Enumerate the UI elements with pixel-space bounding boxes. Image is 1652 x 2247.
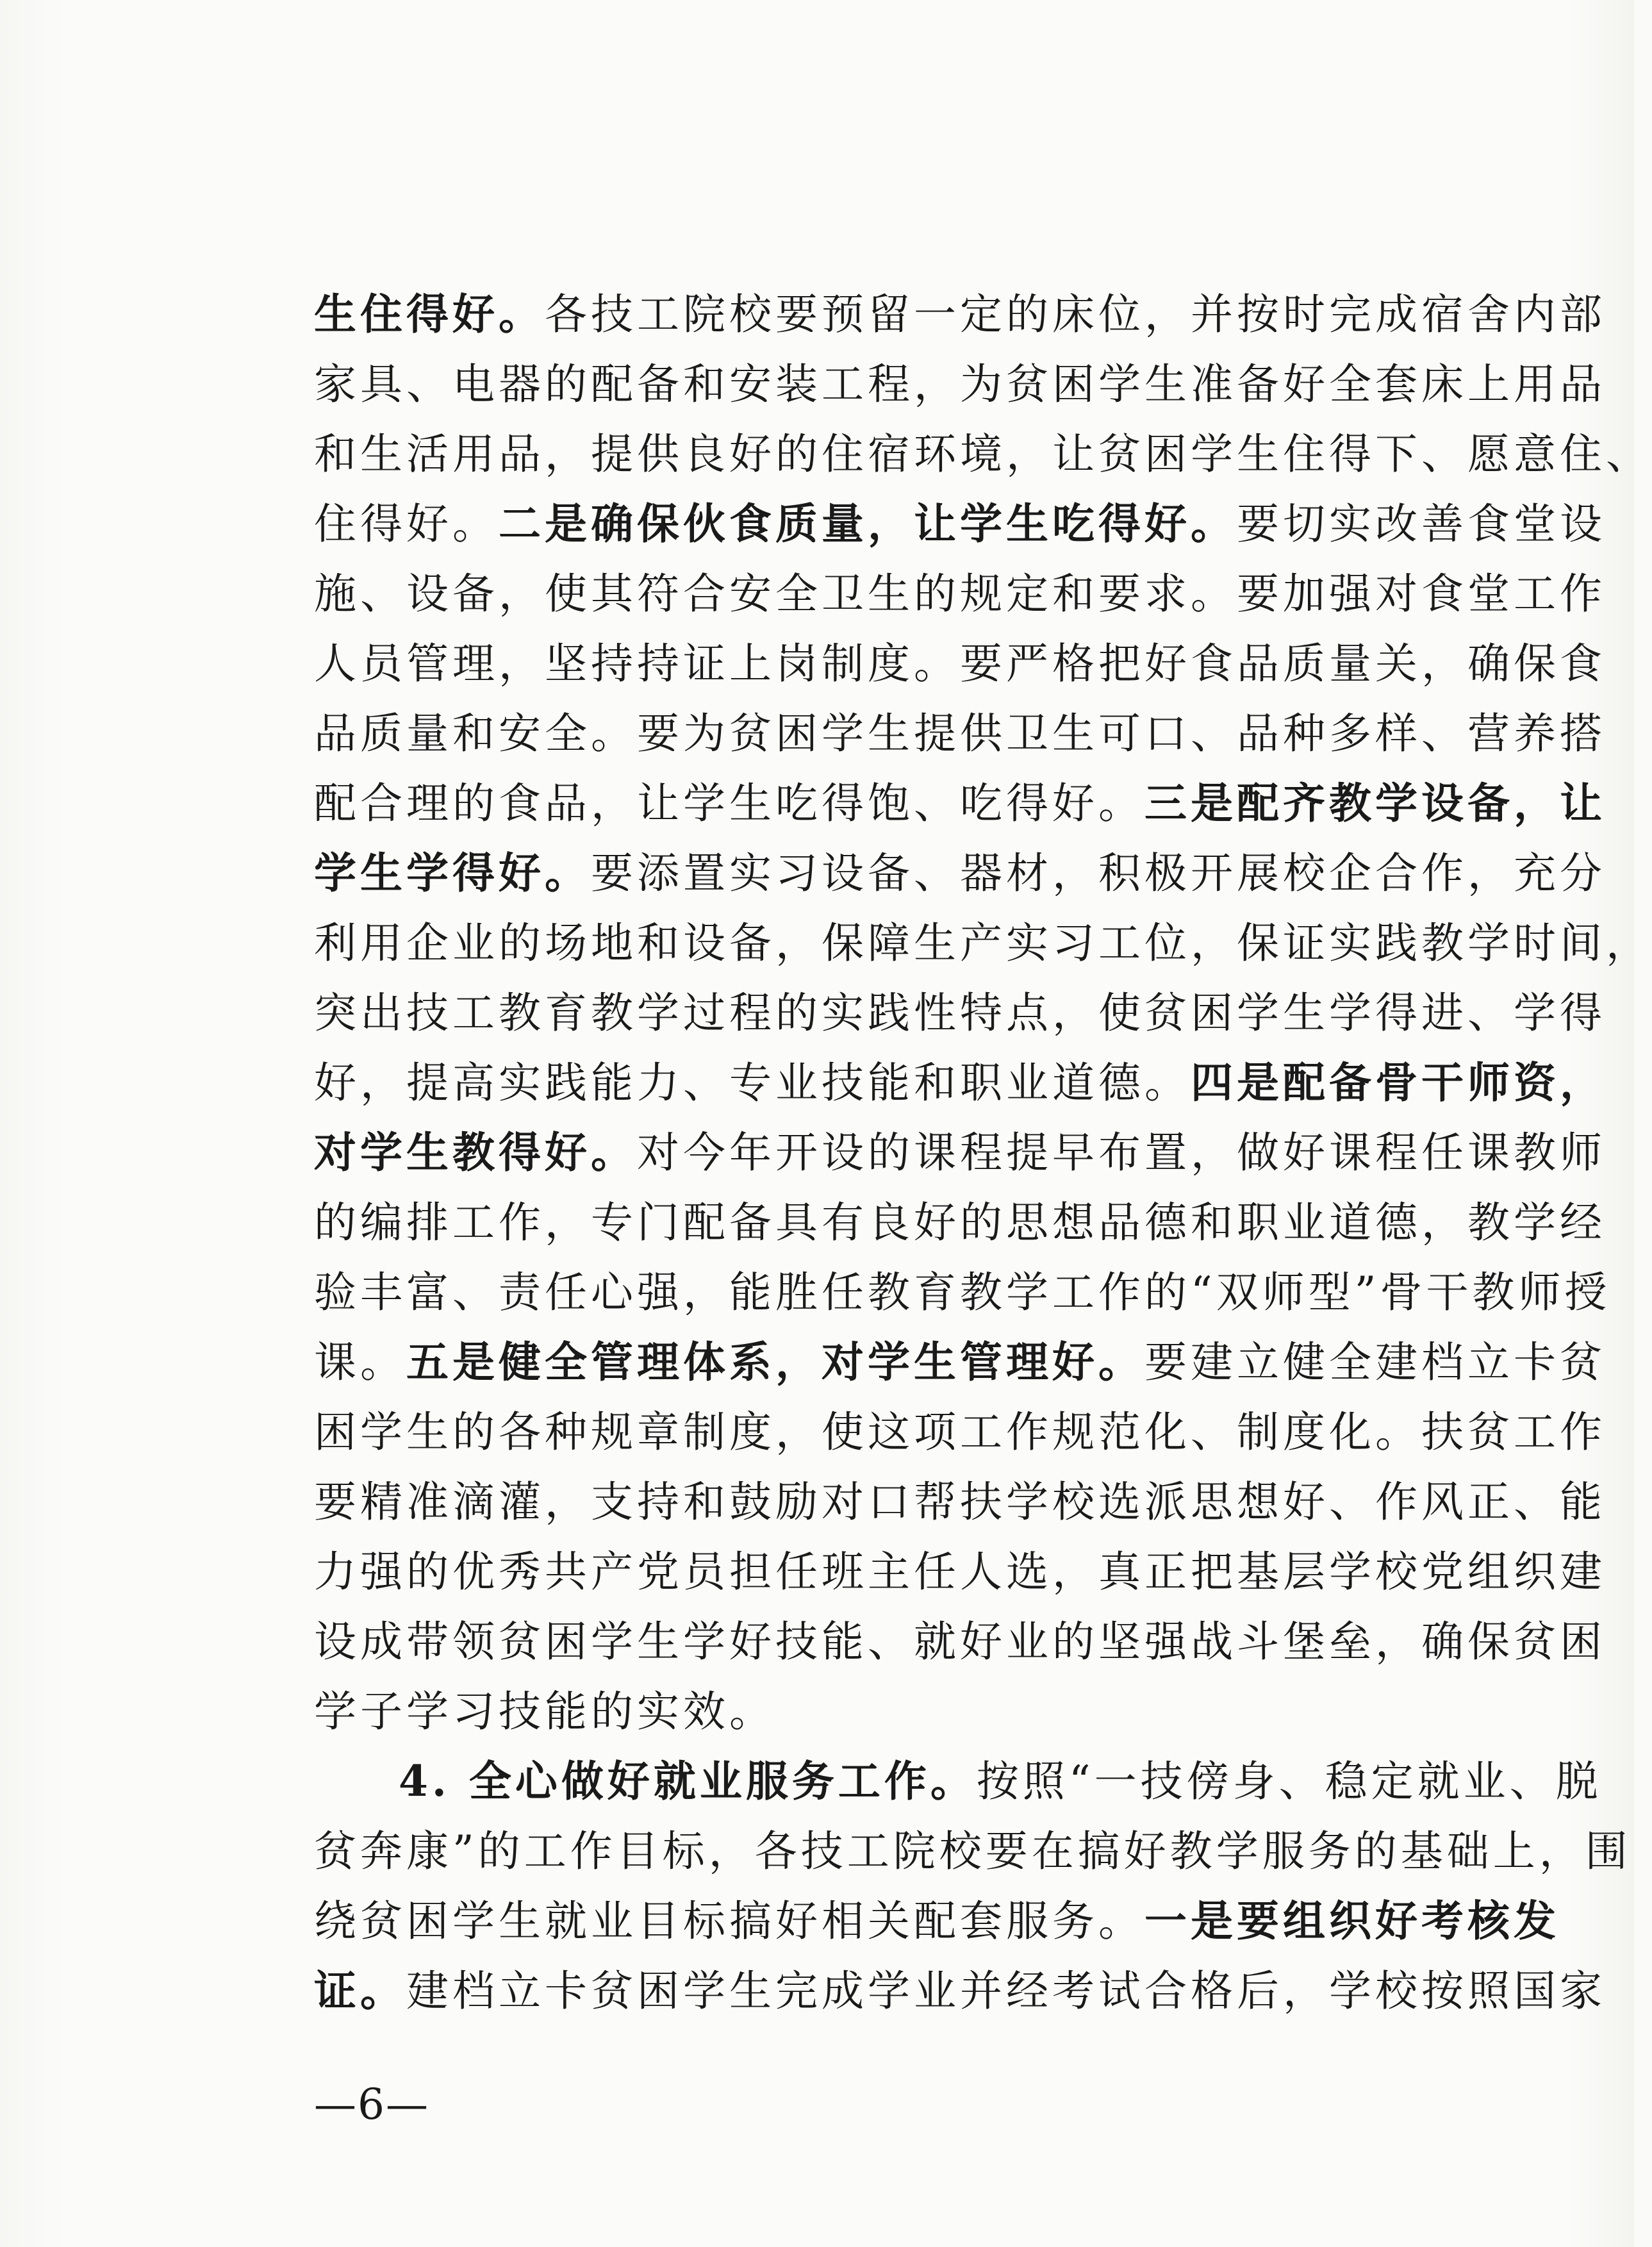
text-run: 好，提高实践能力、专业技能和职业道德。 xyxy=(314,1058,1191,1107)
text-line-12 xyxy=(314,1048,1606,1118)
bold-phrase: 四是配备骨干师资， xyxy=(1191,1057,1606,1107)
text-run: 各技工院校要预留一定的床位，并按时完成宿舍内部 xyxy=(545,290,1606,339)
text-run: 设成带领贫困学生学好技能、就好业的坚强战斗堡垒，确保贫困 xyxy=(314,1617,1606,1666)
text-line-17 xyxy=(314,1397,1606,1467)
bold-phrase: 4. 全心做好就业服务工作。 xyxy=(399,1756,977,1806)
text-run: 品质量和安全。要为贫困学生提供卫生可口、品种多样、营养搭 xyxy=(314,709,1606,758)
text-line-8 xyxy=(314,768,1606,838)
text-line-21 xyxy=(314,1677,1487,1746)
text-run: 施、设备，使其符合安全卫生的规定和要求。要加强对食堂工作 xyxy=(314,569,1606,618)
text-run: 要切实改善食堂设 xyxy=(1237,499,1606,549)
text-run: 建档立卡贫困学生完成学业并经考试合格后，学校按照国家 xyxy=(406,1966,1606,2016)
text-line-24 xyxy=(314,1886,1560,1956)
text-line-13 xyxy=(314,1118,1606,1188)
bold-phrase: 三是配齐教学设备，让 xyxy=(1144,778,1606,828)
bold-phrase: 二是确保伙食质量，让学生吃得好。 xyxy=(499,499,1237,549)
text-run: 要精准滴灌，支持和鼓励对口帮扶学校选派思想好、作风正、能 xyxy=(314,1477,1606,1527)
text-run: 家具、电器的配备和安装工程，为贫困学生准备好全套床上用品 xyxy=(314,360,1606,409)
text-line-25 xyxy=(314,1956,1606,2026)
text-run: 人员管理，坚持持证上岗制度。要严格把好食品质量关，确保食 xyxy=(314,639,1606,688)
text-run: 对今年开设的课程提早布置，做好课程任课教师 xyxy=(637,1128,1606,1177)
page-number: —6— xyxy=(314,2080,429,2129)
bold-phrase: 对学生教得好。 xyxy=(314,1127,637,1177)
text-line-6 xyxy=(314,629,1606,699)
text-run: 配合理的食品，让学生吃得饱、吃得好。 xyxy=(314,779,1144,828)
bold-phrase: 学生学得好。 xyxy=(314,848,591,898)
bold-phrase: 五是健全管理体系，对学生管理好。 xyxy=(406,1337,1144,1387)
text-line-19 xyxy=(314,1537,1606,1607)
text-run: 按照“一技傍身、稳定就业、脱 xyxy=(976,1757,1602,1806)
bold-phrase: 一是要组织好考核发 xyxy=(1144,1896,1560,1946)
text-line-15 xyxy=(314,1257,1611,1327)
text-run: 学子学习技能的实效。 xyxy=(314,1687,775,1736)
text-line-3 xyxy=(314,419,1652,489)
text-run: 贫奔康”的工作目标，各技工院校要在搞好教学服务的基础上，围 xyxy=(314,1827,1631,1876)
text-line-23 xyxy=(314,1816,1631,1886)
text-line-16 xyxy=(314,1327,1606,1397)
text-run: 和生活用品，提供良好的住宿环境，让贫困学生住得下、愿意住、 xyxy=(314,429,1652,479)
text-run: 课。 xyxy=(314,1338,406,1387)
text-line-2 xyxy=(314,349,1606,419)
text-run: 利用企业的场地和设备，保障生产实习工位，保证实践教学时间， xyxy=(314,918,1652,968)
text-line-18 xyxy=(314,1467,1606,1537)
text-line-4 xyxy=(314,489,1606,559)
text-line-14 xyxy=(314,1188,1606,1257)
text-run: 困学生的各种规章制度，使这项工作规范化、制度化。扶贫工作 xyxy=(314,1407,1606,1457)
text-line-1 xyxy=(314,279,1606,349)
text-run: 验丰富、责任心强，能胜任教育教学工作的“双师型”骨干教师授 xyxy=(314,1268,1611,1317)
text-run: 要添置实习设备、器材，积极开展校企合作，充分 xyxy=(591,849,1606,898)
bold-phrase: 证。 xyxy=(314,1966,406,2016)
text-line-9 xyxy=(314,838,1606,908)
text-line-11 xyxy=(314,978,1606,1048)
text-line-20 xyxy=(314,1607,1606,1677)
text-line-22 xyxy=(314,1746,1602,1816)
text-line-5 xyxy=(314,559,1606,629)
body-text xyxy=(314,279,1652,2026)
text-line-10 xyxy=(314,908,1652,978)
text-run: 的编排工作，专门配备具有良好的思想品德和职业道德，教学经 xyxy=(314,1198,1606,1247)
bold-phrase: 生住得好。 xyxy=(314,289,545,339)
text-run: 力强的优秀共产党员担任班主任人选，真正把基层学校党组织建 xyxy=(314,1547,1606,1596)
text-run: 要建立健全建档立卡贫 xyxy=(1144,1338,1606,1387)
text-run: 住得好。 xyxy=(314,499,499,549)
text-run: 突出技工教育教学过程的实践性特点，使贫困学生学得进、学得 xyxy=(314,988,1606,1038)
text-line-7 xyxy=(314,699,1606,768)
text-run: 绕贫困学生就业目标搞好相关配套服务。 xyxy=(314,1896,1144,1946)
